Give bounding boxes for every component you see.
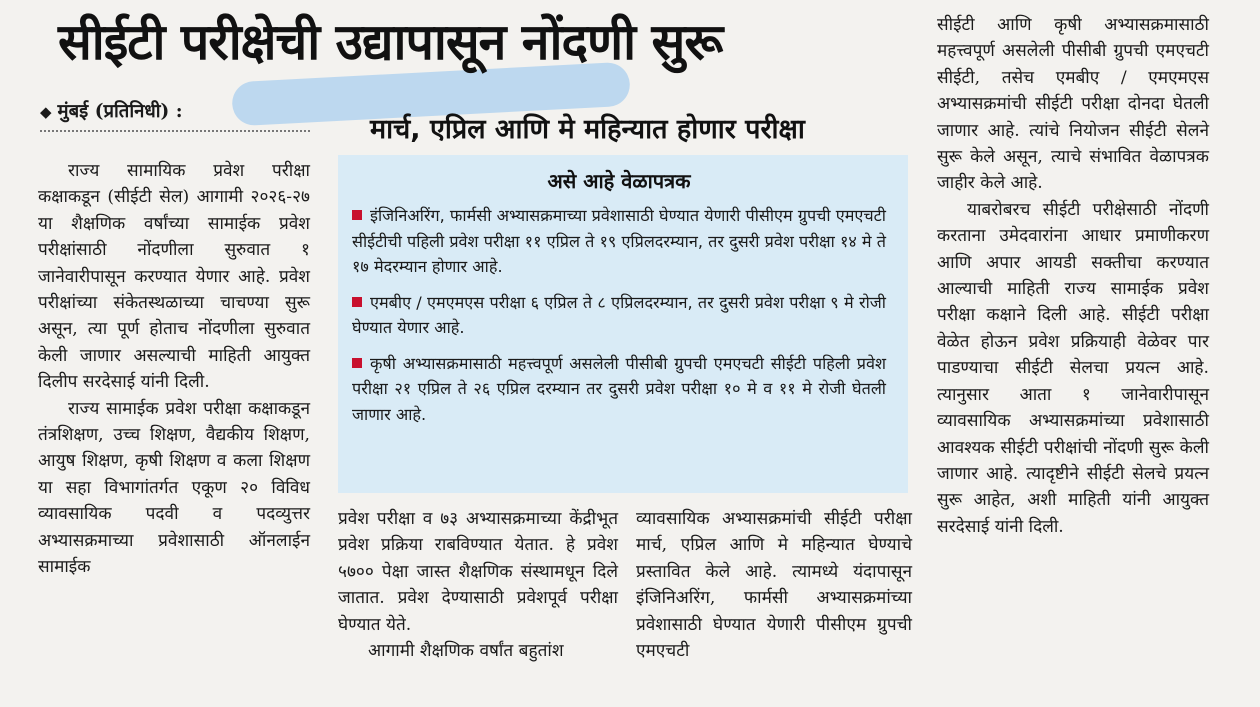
square-bullet-icon <box>352 358 362 368</box>
paragraph: सीईटी आणि कृषी अभ्यासक्रमासाठी महत्त्वपूर्ण असलेली पीसीबी ग्रुपची एमएचटी सीईटी, तसेच एमबीए / एमएमएस अभ्यासक्रमांची सीईटी परीक्षा दोनदा घेतली जाणार आहे. त्यांचे नियोजन सीईटी सेलने सुरू केले असून, त्याचे संभावित वेळापत्रक जाहीर केले आहे. <box>937 15 1209 194</box>
column-right <box>937 12 1209 540</box>
paragraph: व्यावसायिक अभ्यासक्रमांची सीईटी परीक्षा मार्च, एप्रिल आणि मे महिन्यात घेण्याचे प्रस्तावित केले आहे. त्यामध्ये यंदापासून इंजिनिअरिंग, फार्मसी अभ्यासक्रमांच्या प्रवेशासाठी घेण्यात येणारी पीसीएम ग्रुपची एमएचटी <box>636 509 912 662</box>
paragraph: राज्य सामाईक प्रवेश परीक्षा कक्षाकडून तंत्रशिक्षण, उच्च शिक्षण, वैद्यकीय शिक्षण, आयुष शिक्षण, कृषी शिक्षण व कला शिक्षण या सहा विभागांतर्गत एकूण २० विविध व्यावसायिक पदवी व पदव्युत्तर अभ्यासक्रमाच्या प्रवेशासाठी ऑनलाईन सामाईक <box>38 398 310 578</box>
dateline-divider <box>40 130 310 132</box>
schedule-item-text: एमबीए / एमएमएस परीक्षा ६ एप्रिल ते ८ एप्रिलदरम्यान, तर दुसरी प्रवेश परीक्षा ९ मे रोजी घेण्यात येणार आहे. <box>352 292 886 337</box>
schedule-item <box>352 203 886 280</box>
paragraph: आगामी शैक्षणिक वर्षांत बहुतांश <box>368 641 564 662</box>
paragraph: प्रवेश परीक्षा व ७३ अभ्यासक्रमाच्या केंद्रीभूत प्रवेश प्रक्रिया राबविण्यात येतात. हे प्रवेश ५७०० पेक्षा जास्त शैक्षणिक संस्थामधून दिले जातात. प्रवेश देण्यासाठी प्रवेशपूर्व परीक्षा घेण्यात येते. <box>338 509 618 635</box>
headline: सीईटी परीक्षेची उद्यापासून नोंदणी सुरू <box>58 13 723 71</box>
column-left <box>38 158 310 581</box>
dateline-text: मुंबई (प्रतिनिधी) : <box>57 101 183 122</box>
subheadline: मार्च, एप्रिल आणि मे महिन्यात होणार परीक्षा <box>370 114 805 145</box>
paragraph: राज्य सामायिक प्रवेश परीक्षा कक्षाकडून (सीईटी सेल) आगामी २०२६-२७ या शैक्षणिक वर्षांच्या सामाईक प्रवेश परीक्षांसाठी नोंदणीला सुरुवात १ जानेवारीपासून करण्यात येणार आहे. प्रवेश परीक्षांच्या संकेतस्थळाच्या चाचण्या सुरू असून, त्या पूर्ण होताच नोंदणीला सुरुवात केली जाणार असल्याची माहिती आयुक्त दिलीप सरदेसाई यांनी दिली. <box>38 161 310 393</box>
schedule-item-text: कृषी अभ्यासक्रमासाठी महत्त्वपूर्ण असलेली पीसीबी ग्रुपची एमएचटी सीईटी पहिली प्रवेश परीक्षा २१ एप्रिल ते २६ एप्रिल दरम्यान तर दुसरी प्रवेश परीक्षा १० मे व ११ मे रोजी घेतली जाणार आहे. <box>352 353 886 424</box>
schedule-item <box>352 351 886 428</box>
dateline <box>40 98 183 126</box>
column-middle-2 <box>636 506 912 664</box>
schedule-item <box>352 290 886 341</box>
schedule-item-text: इंजिनिअरिंग, फार्मसी अभ्यासक्रमाच्या प्रवेशासाठी घेण्यात येणारी पीसीएम ग्रुपची एमएचटी सीईटीची पहिली प्रवेश परीक्षा ११ एप्रिल ते १९ एप्रिलदरम्यान, तर दुसरी प्रवेश परीक्षा १४ मे ते १७ मेदरम्यान होणार आहे. <box>352 206 886 276</box>
schedule-title: असे आहे वेळापत्रक <box>547 169 691 193</box>
square-bullet-icon <box>352 297 362 307</box>
paragraph: याबरोबरच सीईटी परीक्षेसाठी नोंदणी करताना उमेदवारांना आधार प्रमाणीकरण आणि अपार आयडी सक्तीचा करण्यात आल्याची माहिती राज्य सामाईक प्रवेश परीक्षा कक्षाने दिली आहे. सीईटी परीक्षा वेळेत होऊन प्रवेश प्रक्रियाही वेळेवर पार पाडण्याचा सीईटी सेलचा प्रयत्न आहे. त्यानुसार आता १ जानेवारीपासून व्यावसायिक अभ्यासक्रमांच्या प्रवेशासाठी आवश्यक सीईटी परीक्षांची नोंदणी सुरू केली जाणार आहे. त्यादृष्टीने सीईटी सेलचे प्रयत्न सुरू आहेत, अशी माहिती यांनी आयुक्त सरदेसाई यांनी दिली. <box>937 199 1209 537</box>
diamond-bullet-icon: ◆ <box>40 103 52 121</box>
square-bullet-icon <box>352 210 362 220</box>
schedule-box <box>338 155 908 493</box>
column-middle-1 <box>338 506 618 664</box>
